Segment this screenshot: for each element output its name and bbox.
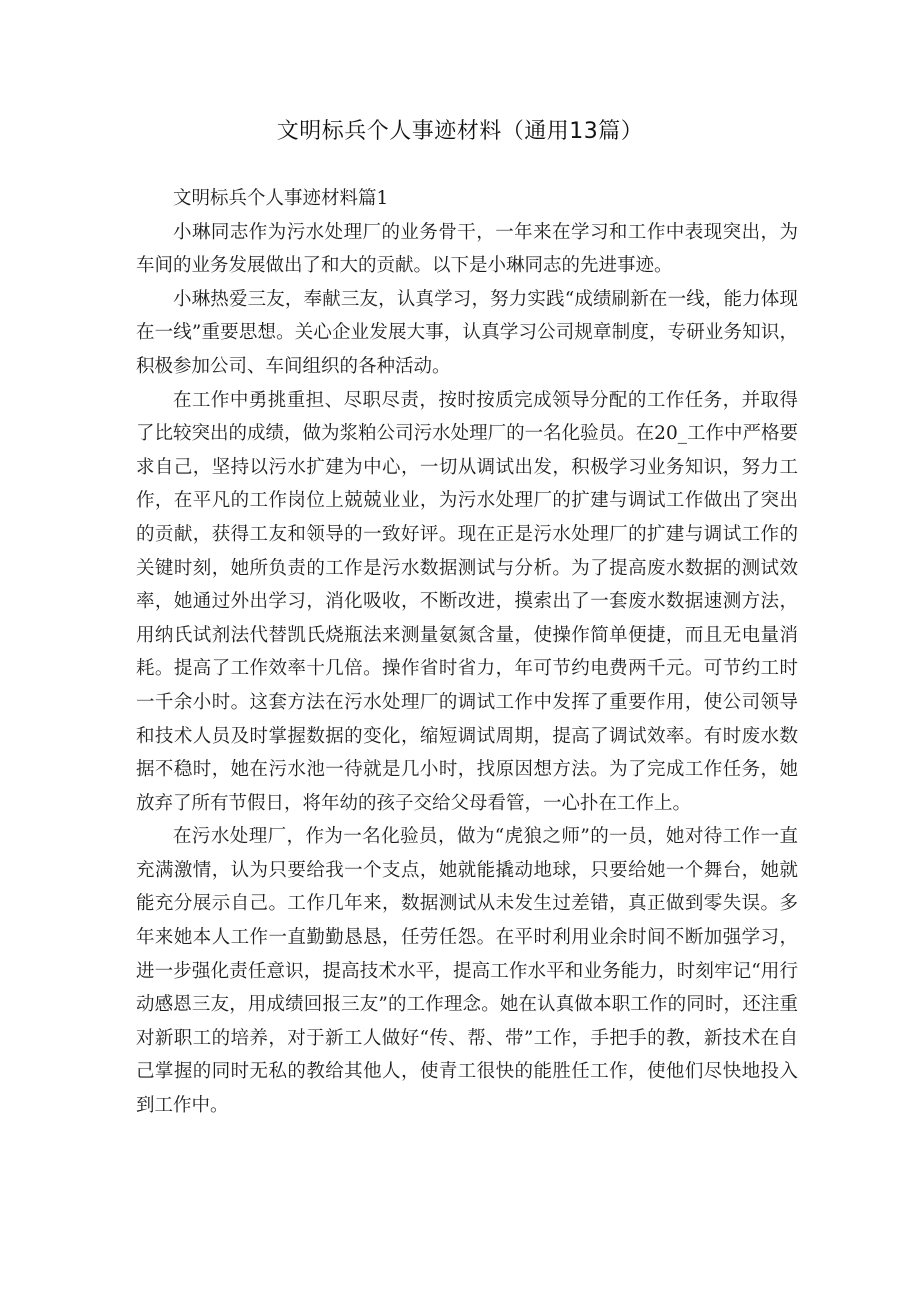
paragraph-2: 小琳热爱三友，奉献三友，认真学习，努力实践“成绩刷新在一线，能力体现在一线”重要思想。关心企业发展大事，认真学习公司规章制度，专研业务知识，积极参加公司、车间组织的各种活动。 — [136, 288, 798, 377]
document-title: 文明标兵个人事迹材料（通用13篇） — [276, 119, 644, 144]
paragraph-1: 小琳同志作为污水处理厂的业务骨干，一年来在学习和工作中表现突出，为车间的业务发展做出了和大的贡献。以下是小琳同志的先进事迹。 — [136, 221, 798, 277]
paragraph-4: 在污水处理厂，作为一名化验员，做为“虎狼之师”的一员，她对待工作一直充满激情，认为只要给我一个支点，她就能撬动地球，只要给她一个舞台，她就能充分展示自己。工作几年来，数据测试从未发生过差错，真正做到零失误。多年来她本人工作一直勤勤恳恳，任劳任怨。在平时利用业余时间不断加强学习，进一步强化责任意识，提高技术水平，提高工作水平和业务能力，时刻牢记“用行动感恩三友，用成绩回报三友”的工作理念。她在认真做本职工作的同时，还注重对新职工的培养，对于新工人做好“传、帮、带”工作，手把手的教，新技术在自己掌握的同时无私的教给其他人，使青工很快的能胜任工作，使他们尽快地投入到工作中。 — [136, 826, 798, 1117]
section-heading: 文明标兵个人事迹材料篇1 — [173, 188, 389, 209]
document-body — [136, 182, 798, 1123]
paragraph-3: 在工作中勇挑重担、尽职尽责，按时按质完成领导分配的工作任务，并取得了比较突出的成绩，做为浆粕公司污水处理厂的一名化验员。在20_工作中严格要求自己，坚持以污水扩建为中心，一切从调试出发，积极学习业务知识，努力工作，在平凡的工作岗位上兢兢业业，为污水处理厂的扩建与调试工作做出了突出的贡献，获得工友和领导的一致好评。现在正是污水处理厂的扩建与调试工作的关键时刻，她所负责的工作是污水数据测试与分析。为了提高废水数据的测试效率，她通过外出学习，消化吸收，不断改进，摸索出了一套废水数据速测方法，用纳氏试剂法代替凯氏烧瓶法来测量氨氮含量，使操作简单便捷，而且无电量消耗。提高了工作效率十几倍。操作省时省力，年可节约电费两千元。可节约工时一千余小时。这套方法在污水处理厂的调试工作中发挥了重要作用，使公司领导和技术人员及时掌握数据的变化，缩短调试周期，提高了调试效率。有时废水数据不稳时，她在污水池一待就是几小时，找原因想方法。为了完成工作任务，她放弃了所有节假日，将年幼的孩子交给父母看管，一心扑在工作上。 — [136, 389, 798, 814]
